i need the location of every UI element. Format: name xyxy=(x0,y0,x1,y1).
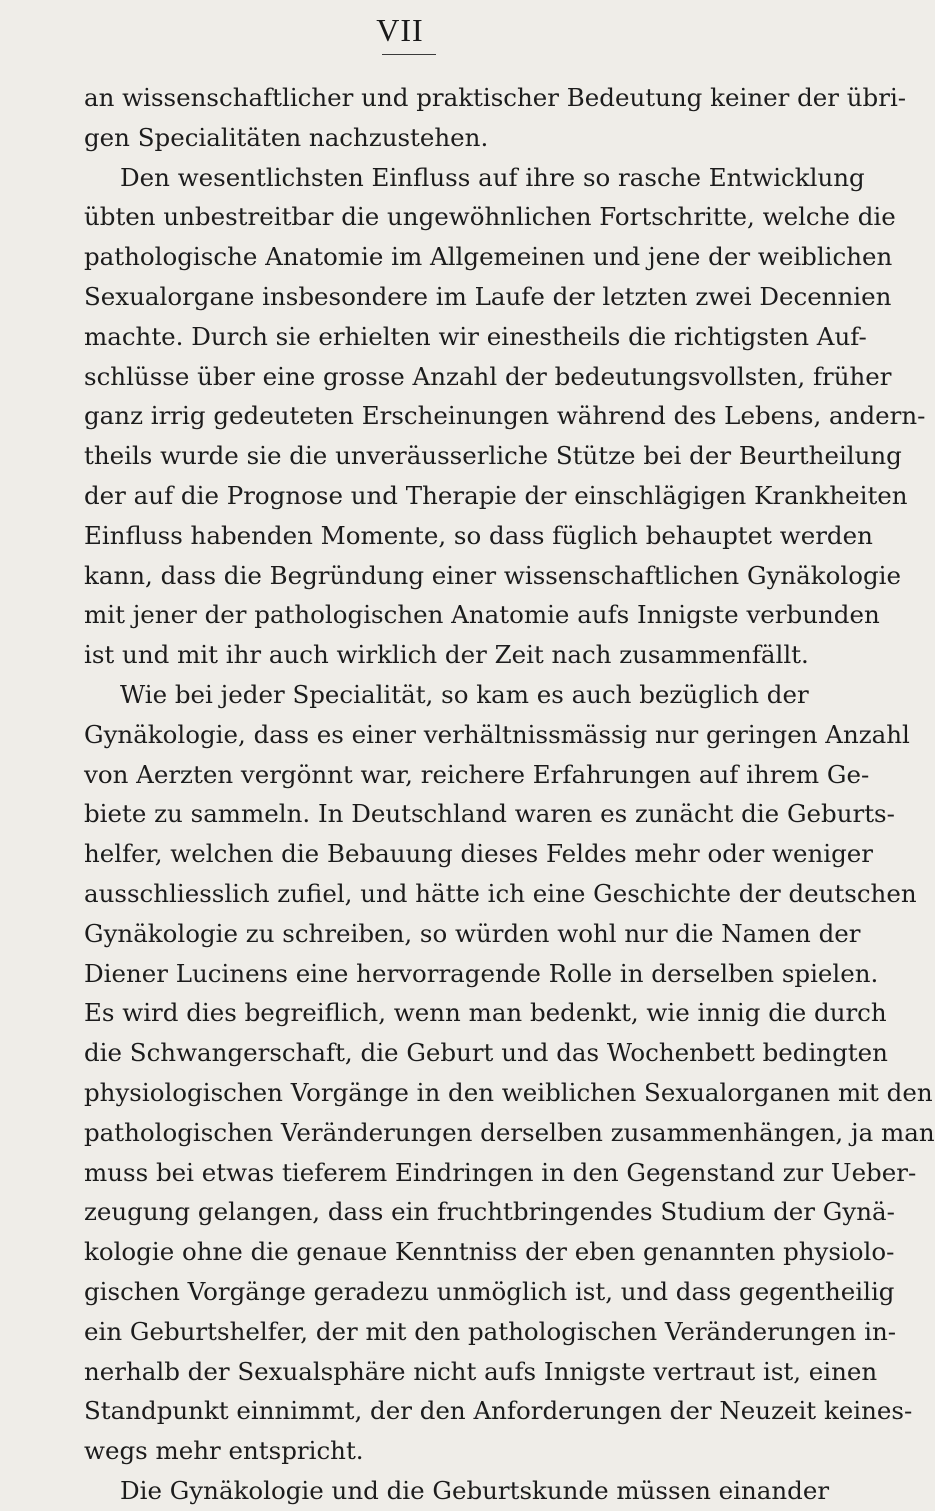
page-number: VII xyxy=(376,12,424,48)
paragraph-first-line: Wie bei jeder Specialität, so kam es auch bezüglich der xyxy=(120,679,809,709)
text-line: biete zu sammeln. In Deutschland waren es zunächt die Geburts- xyxy=(84,799,895,829)
text-line: kann, dass die Begründung einer wissenschaftlichen Gynäkologie xyxy=(84,560,901,590)
text-line: gen Specialitäten nachzustehen. xyxy=(84,122,489,152)
text-line: wegs mehr entspricht. xyxy=(84,1436,364,1466)
text-line: ganz irrig gedeuteten Erscheinungen während des Lebens, andern- xyxy=(84,401,926,431)
text-line: ausschliesslich zufiel, und hätte ich eine Geschichte der deutschen xyxy=(84,878,917,908)
text-line: ein Geburtshelfer, der mit den pathologischen Veränderungen in- xyxy=(84,1316,897,1346)
text-line: übten unbestreitbar die ungewöhnlichen Fortschritte, welche die xyxy=(84,202,896,232)
text-line: ist und mit ihr auch wirklich der Zeit nach zusammenfällt. xyxy=(84,640,809,670)
paragraph-first-line: Den wesentlichsten Einfluss auf ihre so rasche Entwicklung xyxy=(120,162,865,192)
text-line: mit jener der pathologischen Anatomie aufs Innigste verbunden xyxy=(84,600,880,630)
text-line: muss bei etwas tieferem Eindringen in den Gegenstand zur Ueber- xyxy=(84,1157,917,1187)
text-line: zeugung gelangen, dass ein fruchtbringendes Studium der Gynä- xyxy=(84,1197,895,1227)
paragraph-first-line: Die Gynäkologie und die Geburtskunde müssen einander xyxy=(120,1475,830,1505)
text-line: an wissenschaftlicher und praktischer Bedeutung keiner der übri- xyxy=(84,83,907,112)
text-line: pathologische Anatomie im Allgemeinen und jene der weiblichen xyxy=(84,242,893,272)
body-text xyxy=(84,78,935,1511)
text-line: schlüsse über eine grosse Anzahl der bedeutungsvollsten, früher xyxy=(84,361,892,391)
text-line: helfer, welchen die Bebauung dieses Feldes mehr oder weniger xyxy=(84,839,873,869)
text-line: Standpunkt einnimmt, der den Anforderungen der Neuzeit keines- xyxy=(84,1396,913,1426)
text-line: Sexualorgane insbesondere im Laufe der letzten zwei Decennien xyxy=(84,281,892,311)
text-line: die Schwangerschaft, die Geburt und das Wochenbett bedingten xyxy=(84,1038,888,1068)
text-line: Einfluss habenden Momente, so dass füglich behauptet werden xyxy=(84,520,873,550)
text-line: Diener Lucinens eine hervorragende Rolle in derselben spielen. xyxy=(84,958,879,988)
text-line: Gynäkologie zu schreiben, so würden wohl nur die Namen der xyxy=(84,918,861,948)
text-line: physiologischen Vorgänge in den weiblichen Sexualorganen mit den xyxy=(84,1077,933,1107)
text-line: nerhalb der Sexualsphäre nicht aufs Innigste vertraut ist, einen xyxy=(84,1356,878,1386)
text-line: der auf die Prognose und Therapie der einschlägigen Krankheiten xyxy=(84,480,908,510)
text-line: Gynäkologie, dass es einer verhältnissmässig nur geringen Anzahl xyxy=(84,719,910,749)
text-line: machte. Durch sie erhielten wir einestheils die richtigsten Auf- xyxy=(84,321,867,351)
text-line: von Aerzten vergönnt war, reichere Erfahrungen auf ihrem Ge- xyxy=(84,759,870,789)
text-line: theils wurde sie die unveräusserliche Stütze bei der Beurtheilung xyxy=(84,441,902,471)
text-line: kologie ohne die genaue Kenntniss der eben genannten physiolo- xyxy=(84,1237,895,1267)
text-line: Es wird dies begreiflich, wenn man bedenkt, wie innig die durch xyxy=(84,998,887,1028)
page-number-rule xyxy=(382,54,436,55)
text-line: pathologischen Veränderungen derselben zusammenhängen, ja man xyxy=(84,1117,935,1147)
text-line: gischen Vorgänge geradezu unmöglich ist, und dass gegentheilig xyxy=(84,1276,895,1306)
